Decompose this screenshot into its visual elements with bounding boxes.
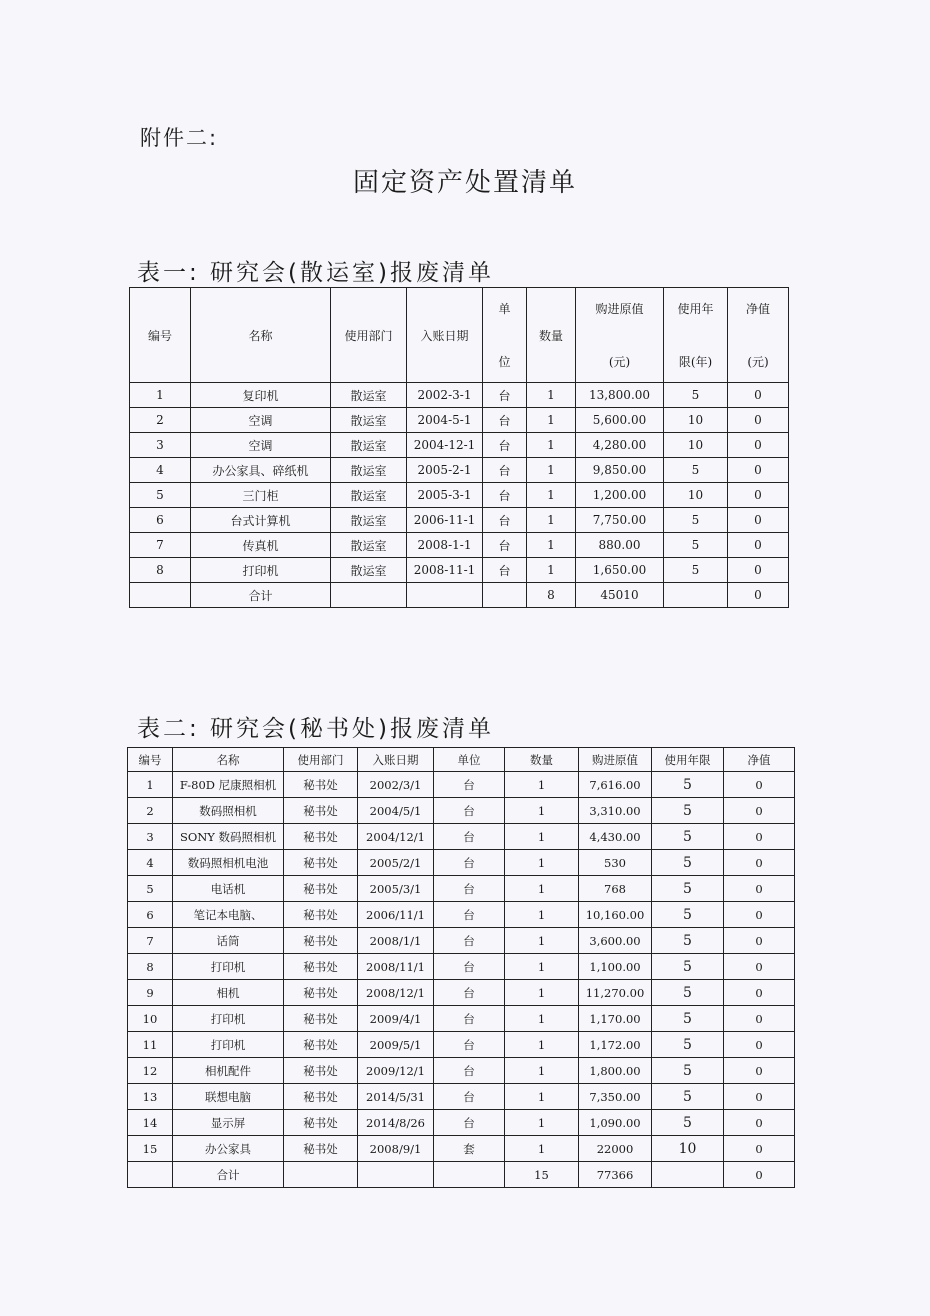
- cell-date: 2008-11-1: [407, 558, 483, 583]
- cell-unit: 台: [483, 408, 527, 433]
- cell-net: 0: [728, 433, 789, 458]
- cell-no: 15: [128, 1136, 173, 1162]
- cell-years: 5: [652, 1084, 724, 1110]
- cell-unit: 台: [434, 1058, 505, 1084]
- header-name: 名称: [191, 288, 331, 383]
- cell-net: 0: [728, 483, 789, 508]
- cell-no: 2: [128, 798, 173, 824]
- document-title: 固定资产处置清单: [352, 168, 577, 198]
- cell-dept: 秘书处: [284, 1110, 358, 1136]
- header-unit: [483, 288, 527, 383]
- header-date: 入账日期: [358, 748, 434, 772]
- header-net: [728, 288, 789, 383]
- cell-years: 10: [664, 483, 728, 508]
- cell-net: 0: [728, 558, 789, 583]
- cell-name: 台式计算机: [191, 508, 331, 533]
- attachment-label: 附件二:: [140, 126, 219, 150]
- cell-dept: 秘书处: [284, 980, 358, 1006]
- cell-years: 5: [652, 1058, 724, 1084]
- cell-no: 6: [128, 902, 173, 928]
- cell-qty: 1: [505, 1058, 579, 1084]
- total-cell-date: [358, 1162, 434, 1188]
- cell-dept: 秘书处: [284, 1032, 358, 1058]
- cell-price: 13,800.00: [576, 383, 664, 408]
- header-unit: 单位: [434, 748, 505, 772]
- cell-price: 1,800.00: [579, 1058, 652, 1084]
- cell-qty: 1: [527, 508, 576, 533]
- cell-unit: 台: [434, 1110, 505, 1136]
- cell-unit: 台: [483, 558, 527, 583]
- cell-net: 0: [728, 533, 789, 558]
- table1: [129, 287, 789, 608]
- total-cell-date: [407, 583, 483, 608]
- cell-dept: 秘书处: [284, 798, 358, 824]
- cell-no: 8: [130, 558, 191, 583]
- table-row: [128, 772, 795, 798]
- cell-net: 0: [728, 508, 789, 533]
- total-cell-net: 0: [724, 1162, 795, 1188]
- cell-no: 9: [128, 980, 173, 1006]
- cell-name: 数码照相机: [173, 798, 284, 824]
- cell-dept: 秘书处: [284, 954, 358, 980]
- cell-dept: 秘书处: [284, 772, 358, 798]
- cell-price: 4,430.00: [579, 824, 652, 850]
- cell-years: 5: [652, 798, 724, 824]
- cell-dept: 秘书处: [284, 876, 358, 902]
- cell-name: 空调: [191, 408, 331, 433]
- table-row: [128, 1058, 795, 1084]
- header-unit-top: 单: [498, 302, 511, 316]
- cell-no: 5: [130, 483, 191, 508]
- cell-qty: 1: [505, 772, 579, 798]
- cell-net: 0: [724, 798, 795, 824]
- header-years: [664, 288, 728, 383]
- cell-date: 2008-1-1: [407, 533, 483, 558]
- table1-caption: 表一: 研究会(散运室)报废清单: [137, 260, 495, 286]
- cell-net: 0: [724, 876, 795, 902]
- cell-no: 14: [128, 1110, 173, 1136]
- cell-dept: 秘书处: [284, 824, 358, 850]
- cell-no: 2: [130, 408, 191, 433]
- cell-no: 3: [130, 433, 191, 458]
- cell-years: 5: [652, 772, 724, 798]
- table1-header-row: [130, 288, 789, 383]
- cell-years: 5: [664, 508, 728, 533]
- table-row: [128, 876, 795, 902]
- total-cell-dept: [331, 583, 407, 608]
- total-cell-name: 合计: [191, 583, 331, 608]
- table-row: [128, 1110, 795, 1136]
- cell-name: 相机配件: [173, 1058, 284, 1084]
- table-row: [128, 798, 795, 824]
- cell-dept: 秘书处: [284, 902, 358, 928]
- cell-dept: 秘书处: [284, 1136, 358, 1162]
- cell-net: 0: [728, 408, 789, 433]
- cell-no: 5: [128, 876, 173, 902]
- cell-date: 2008/1/1: [358, 928, 434, 954]
- cell-qty: 1: [505, 928, 579, 954]
- total-row: [130, 583, 789, 608]
- cell-unit: 台: [483, 508, 527, 533]
- cell-unit: 台: [434, 1084, 505, 1110]
- cell-name: 三门柜: [191, 483, 331, 508]
- total-cell-no: [128, 1162, 173, 1188]
- header-unit-bottom: 位: [498, 355, 511, 369]
- cell-name: 打印机: [191, 558, 331, 583]
- cell-name: 话筒: [173, 928, 284, 954]
- cell-name: 打印机: [173, 954, 284, 980]
- cell-date: 2002/3/1: [358, 772, 434, 798]
- cell-unit: 台: [434, 1032, 505, 1058]
- cell-qty: 1: [505, 1084, 579, 1110]
- header-dept: 使用部门: [284, 748, 358, 772]
- cell-name: 打印机: [173, 1006, 284, 1032]
- cell-date: 2005-2-1: [407, 458, 483, 483]
- cell-price: 3,310.00: [579, 798, 652, 824]
- header-name: 名称: [173, 748, 284, 772]
- cell-unit: 台: [434, 1006, 505, 1032]
- cell-years: 5: [652, 1006, 724, 1032]
- cell-qty: 1: [505, 902, 579, 928]
- cell-years: 10: [664, 433, 728, 458]
- header-dept: 使用部门: [331, 288, 407, 383]
- cell-date: 2002-3-1: [407, 383, 483, 408]
- cell-name: 电话机: [173, 876, 284, 902]
- cell-price: 4,280.00: [576, 433, 664, 458]
- table-row: [128, 980, 795, 1006]
- total-cell-name: 合计: [173, 1162, 284, 1188]
- cell-unit: 台: [483, 383, 527, 408]
- cell-qty: 1: [505, 1110, 579, 1136]
- cell-net: 0: [724, 1058, 795, 1084]
- cell-qty: 1: [505, 980, 579, 1006]
- cell-qty: 1: [505, 798, 579, 824]
- cell-price: 22000: [579, 1136, 652, 1162]
- cell-unit: 台: [483, 533, 527, 558]
- cell-name: 数码照相机电池: [173, 850, 284, 876]
- cell-dept: 秘书处: [284, 1058, 358, 1084]
- cell-qty: 1: [505, 1032, 579, 1058]
- cell-net: 0: [728, 383, 789, 408]
- cell-qty: 1: [505, 1136, 579, 1162]
- cell-dept: 秘书处: [284, 1084, 358, 1110]
- cell-price: 1,100.00: [579, 954, 652, 980]
- table-row: [128, 824, 795, 850]
- total-cell-price: 45010: [576, 583, 664, 608]
- total-cell-no: [130, 583, 191, 608]
- cell-date: 2009/12/1: [358, 1058, 434, 1084]
- cell-net: 0: [724, 1136, 795, 1162]
- cell-years: 5: [652, 980, 724, 1006]
- cell-net: 0: [728, 458, 789, 483]
- table-row: [130, 508, 789, 533]
- cell-net: 0: [724, 1006, 795, 1032]
- cell-years: 5: [664, 533, 728, 558]
- cell-qty: 1: [505, 850, 579, 876]
- cell-unit: 台: [434, 850, 505, 876]
- cell-no: 12: [128, 1058, 173, 1084]
- cell-unit: 台: [434, 980, 505, 1006]
- total-cell-unit: [434, 1162, 505, 1188]
- cell-name: SONY 数码照相机: [173, 824, 284, 850]
- cell-date: 2008/11/1: [358, 954, 434, 980]
- cell-date: 2005/3/1: [358, 876, 434, 902]
- cell-price: 880.00: [576, 533, 664, 558]
- cell-years: 5: [664, 558, 728, 583]
- cell-price: 7,616.00: [579, 772, 652, 798]
- table2-header-row: [128, 748, 795, 772]
- total-row: [128, 1162, 795, 1188]
- cell-net: 0: [724, 850, 795, 876]
- cell-dept: 散运室: [331, 508, 407, 533]
- cell-no: 13: [128, 1084, 173, 1110]
- cell-years: 5: [664, 458, 728, 483]
- cell-net: 0: [724, 954, 795, 980]
- cell-price: 530: [579, 850, 652, 876]
- header-net-bottom: (元): [747, 355, 769, 369]
- cell-qty: 1: [527, 383, 576, 408]
- cell-years: 5: [652, 1110, 724, 1136]
- cell-date: 2004/12/1: [358, 824, 434, 850]
- cell-years: 10: [652, 1136, 724, 1162]
- cell-qty: 1: [505, 1006, 579, 1032]
- cell-date: 2004-5-1: [407, 408, 483, 433]
- cell-date: 2005-3-1: [407, 483, 483, 508]
- cell-qty: 1: [505, 876, 579, 902]
- cell-unit: 台: [434, 928, 505, 954]
- cell-years: 5: [652, 850, 724, 876]
- table-row: [128, 1032, 795, 1058]
- header-no: 编号: [130, 288, 191, 383]
- cell-dept: 秘书处: [284, 928, 358, 954]
- cell-unit: 台: [434, 798, 505, 824]
- cell-date: 2008/9/1: [358, 1136, 434, 1162]
- total-cell-unit: [483, 583, 527, 608]
- table-row: [130, 433, 789, 458]
- cell-date: 2014/8/26: [358, 1110, 434, 1136]
- cell-name: 打印机: [173, 1032, 284, 1058]
- cell-price: 9,850.00: [576, 458, 664, 483]
- cell-qty: 1: [505, 954, 579, 980]
- table-row: [130, 408, 789, 433]
- cell-no: 1: [130, 383, 191, 408]
- total-cell-price: 77366: [579, 1162, 652, 1188]
- cell-dept: 散运室: [331, 533, 407, 558]
- cell-qty: 1: [527, 483, 576, 508]
- cell-net: 0: [724, 980, 795, 1006]
- cell-date: 2014/5/31: [358, 1084, 434, 1110]
- cell-date: 2005/2/1: [358, 850, 434, 876]
- table-row: [130, 533, 789, 558]
- cell-no: 7: [130, 533, 191, 558]
- cell-qty: 1: [527, 433, 576, 458]
- total-cell-net: 0: [728, 583, 789, 608]
- cell-dept: 散运室: [331, 408, 407, 433]
- cell-no: 3: [128, 824, 173, 850]
- cell-years: 5: [652, 902, 724, 928]
- cell-date: 2008/12/1: [358, 980, 434, 1006]
- cell-years: 5: [652, 1032, 724, 1058]
- cell-unit: 套: [434, 1136, 505, 1162]
- cell-no: 8: [128, 954, 173, 980]
- cell-net: 0: [724, 902, 795, 928]
- cell-price: 768: [579, 876, 652, 902]
- header-qty: 数量: [505, 748, 579, 772]
- table-row: [128, 850, 795, 876]
- header-qty: 数量: [527, 288, 576, 383]
- table-row: [130, 483, 789, 508]
- header-price: [576, 288, 664, 383]
- cell-name: 传真机: [191, 533, 331, 558]
- total-cell-years: [652, 1162, 724, 1188]
- cell-net: 0: [724, 1032, 795, 1058]
- cell-net: 0: [724, 928, 795, 954]
- table-row: [130, 458, 789, 483]
- table-row: [130, 558, 789, 583]
- cell-dept: 散运室: [331, 558, 407, 583]
- cell-price: 1,650.00: [576, 558, 664, 583]
- total-cell-dept: [284, 1162, 358, 1188]
- cell-unit: 台: [434, 954, 505, 980]
- cell-no: 4: [128, 850, 173, 876]
- header-price-top: 购进原值: [595, 302, 644, 316]
- cell-unit: 台: [483, 458, 527, 483]
- cell-date: 2004-12-1: [407, 433, 483, 458]
- cell-no: 1: [128, 772, 173, 798]
- cell-dept: 秘书处: [284, 850, 358, 876]
- table-row: [128, 902, 795, 928]
- cell-years: 5: [652, 824, 724, 850]
- cell-dept: 散运室: [331, 433, 407, 458]
- header-no: 编号: [128, 748, 173, 772]
- cell-dept: 散运室: [331, 383, 407, 408]
- cell-unit: 台: [483, 433, 527, 458]
- cell-date: 2006/11/1: [358, 902, 434, 928]
- table-row: [128, 1006, 795, 1032]
- cell-price: 10,160.00: [579, 902, 652, 928]
- table2: [127, 747, 795, 1188]
- header-years: 使用年限: [652, 748, 724, 772]
- cell-net: 0: [724, 1110, 795, 1136]
- table-row: [128, 954, 795, 980]
- cell-net: 0: [724, 772, 795, 798]
- cell-no: 11: [128, 1032, 173, 1058]
- cell-unit: 台: [434, 824, 505, 850]
- cell-years: 5: [652, 928, 724, 954]
- cell-dept: 散运室: [331, 458, 407, 483]
- table-row: [128, 1136, 795, 1162]
- cell-name: 办公家具: [173, 1136, 284, 1162]
- cell-name: 笔记本电脑、: [173, 902, 284, 928]
- cell-name: 复印机: [191, 383, 331, 408]
- header-date: 入账日期: [407, 288, 483, 383]
- header-net: 净值: [724, 748, 795, 772]
- cell-name: F-80D 尼康照相机: [173, 772, 284, 798]
- total-cell-qty: 15: [505, 1162, 579, 1188]
- cell-price: 7,350.00: [579, 1084, 652, 1110]
- cell-qty: 1: [527, 558, 576, 583]
- header-years-bottom: 限(年): [678, 355, 713, 369]
- cell-unit: 台: [483, 483, 527, 508]
- total-cell-qty: 8: [527, 583, 576, 608]
- cell-no: 7: [128, 928, 173, 954]
- cell-no: 4: [130, 458, 191, 483]
- cell-name: 显示屏: [173, 1110, 284, 1136]
- header-price-bottom: (元): [608, 355, 631, 369]
- cell-name: 联想电脑: [173, 1084, 284, 1110]
- cell-date: 2004/5/1: [358, 798, 434, 824]
- cell-date: 2006-11-1: [407, 508, 483, 533]
- cell-net: 0: [724, 1084, 795, 1110]
- cell-price: 1,200.00: [576, 483, 664, 508]
- table-row: [128, 928, 795, 954]
- cell-unit: 台: [434, 902, 505, 928]
- cell-qty: 1: [527, 533, 576, 558]
- cell-years: 5: [664, 383, 728, 408]
- cell-price: 1,090.00: [579, 1110, 652, 1136]
- cell-qty: 1: [527, 458, 576, 483]
- cell-net: 0: [724, 824, 795, 850]
- cell-price: 3,600.00: [579, 928, 652, 954]
- cell-price: 1,172.00: [579, 1032, 652, 1058]
- cell-price: 11,270.00: [579, 980, 652, 1006]
- cell-date: 2009/4/1: [358, 1006, 434, 1032]
- cell-date: 2009/5/1: [358, 1032, 434, 1058]
- table-row: [130, 383, 789, 408]
- cell-qty: 1: [505, 824, 579, 850]
- cell-name: 相机: [173, 980, 284, 1006]
- header-net-top: 净值: [745, 302, 770, 316]
- cell-name: 空调: [191, 433, 331, 458]
- header-price: 购进原值: [579, 748, 652, 772]
- cell-years: 5: [652, 876, 724, 902]
- cell-no: 10: [128, 1006, 173, 1032]
- cell-years: 5: [652, 954, 724, 980]
- header-years-top: 使用年: [677, 302, 714, 316]
- table2-caption: 表二: 研究会(秘书处)报废清单: [137, 716, 495, 742]
- table-row: [128, 1084, 795, 1110]
- cell-dept: 秘书处: [284, 1006, 358, 1032]
- total-cell-years: [664, 583, 728, 608]
- cell-price: 7,750.00: [576, 508, 664, 533]
- cell-price: 1,170.00: [579, 1006, 652, 1032]
- cell-unit: 台: [434, 876, 505, 902]
- cell-unit: 台: [434, 772, 505, 798]
- cell-dept: 散运室: [331, 483, 407, 508]
- cell-qty: 1: [527, 408, 576, 433]
- cell-no: 6: [130, 508, 191, 533]
- cell-price: 5,600.00: [576, 408, 664, 433]
- cell-years: 10: [664, 408, 728, 433]
- cell-name: 办公家具、碎纸机: [191, 458, 331, 483]
